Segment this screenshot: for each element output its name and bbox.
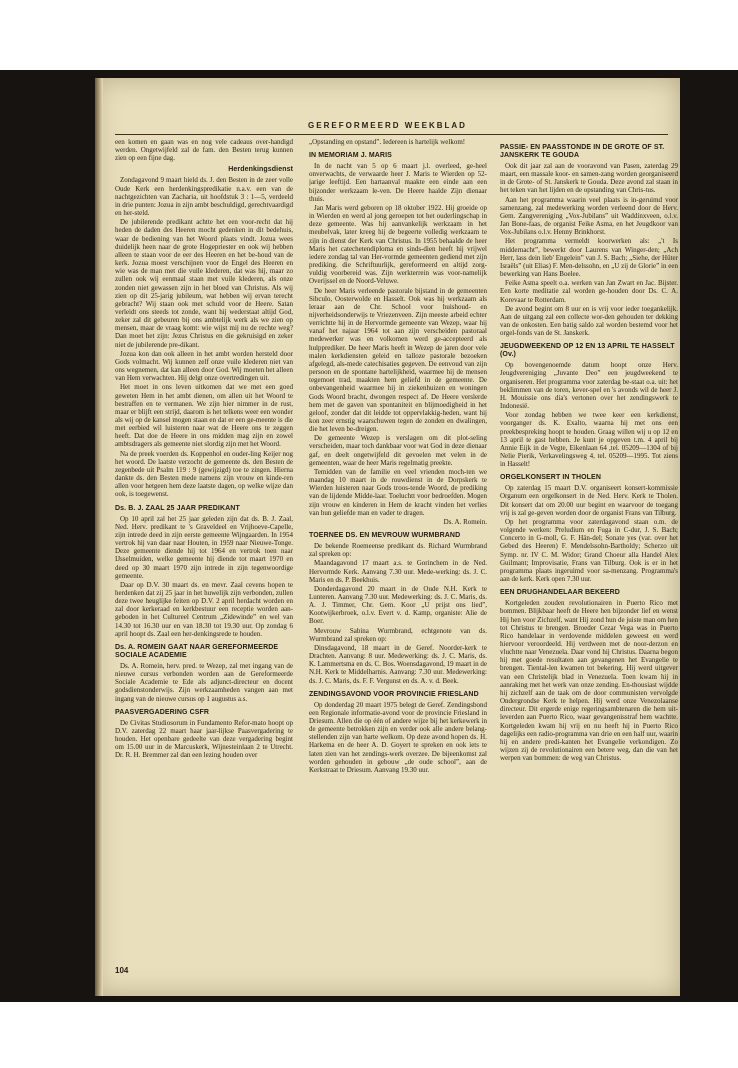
paragraph: Mevrouw Sabina Wurmbrand, echtgenote van ds. Wurmbrand zal spreken op: <box>309 626 487 643</box>
paragraph: De jubilerende predikant achtte het een voor-recht dat hij heden de daden des Heeren mocht gedenken in dit bedehuis, waar de bediening van het Woord plaats vindt. Jozua wees duidelijk heen naar de grote Hogepriester en ook wij hebben alleen te staan voor de eer des Heeren en het be-houd van de kerk. Jozua moest verschijnen voor de Engel des Heeren en wie was de man met die vuile klederen, dat was hij, maar zo zullen ook wij eenmaal staan met vuile klederen, als onze zonden niet gewassen zijn in het bloed van Christus. Als wij zien op dit 25-jarig jubileum, wat hebben wij ervan terecht gebracht? Wij staan ook met schuld voor de Heere. Satan verleidt ons steeds tot zonde, want hij wederstaat altijd God, zeker zal dit gebeuren bij ons ambtelijk werk als we zien op mensen, maar de vraag komt: wie wijst mij nu de rechte weg? Dan moet het zijn: Jezus Christus en die gekruisigd en zeker niet de jubilerende pre-dikant. <box>115 218 293 349</box>
article-heading: PAASVERGADERING CSFR <box>115 708 210 716</box>
article-heading: PASSIE- EN PAASSTONDE IN DE GROTE OF ST. JANSKERK TE GOUDA <box>500 144 665 159</box>
paragraph: Dinsdagavond, 18 maart in de Geref. Noorder-kerk te Drachten. Aanvang: 8 uur. Medewerking: ds. J. C. Maris, ds. K. Lammertsma en ds. C. Bos. Woensdagavond, 19 maart in de N.H. Kerk te Middelharnis. Aanvang: 7.30 uur. Medewerking: ds. J. C. Maris, ds. F. F. Vergunst en ds. A. v. d. Beek. <box>309 643 487 685</box>
paragraph: Aan het programma waarin veel plaats is in-geruimd voor samenzang, zal medewerking worden verleend door de Herv. Gem. Zangvereniging „Vox-Jubilans” uit Waddinxveen, o.l.v. Jan Bone-faas, de organist Feike Asma, en het Jeugdkoor van Vox-Jubilans o.l.v. Henny Brinkhorst. <box>500 195 678 237</box>
paragraph: Op het programma voor zaterdagavond staan o.m. de volgende werken: Preludium en Fuga in C-dur, J. S. Bach; Concerto in G-moll, G. F. Hän-del; Sonate yes (var. over het Gebed des Heeren) F. Mendelssohn-Bartholdy; Scherzo uit Symp. nr. IV C. M. Widor; Grand Choeur alla Handel Alex Guilmant; Improvisatie, Frans van Tilburg. Ook is er in het programma plaats ingeruimd voor sa-menzang. Programma's aan de kerk. Kerk open 7.30 uur. <box>500 517 678 584</box>
article-heading: Ds. A. ROMEIN GAAT NAAR GEREFORMEERDE SOCIALE ACADEMIE <box>115 643 279 659</box>
paragraph: Zondagavond 9 maart hield ds. J. den Besten in de zeer volle Oude Kerk een herdenkingspredikatie n.a.v. een van de nachtgezichten van Zacharia, uit hoofdstuk 3 : 1—5, verdeeld in drie punten: Jozua in zijn ambt beschuldigd, gerechtvaardigd en her-steld. <box>115 176 293 218</box>
paragraph: Op 10 april zal het 25 jaar geleden zijn dat ds. B. J. Zaal, Ned. Herv. predikant te 's Graveldeel en Vrijhoeve-Capelle, zijn intrede deed in zijn eerste gemeente Wijngaarden. In 1954 vertrok hij van daar naar Houten, in 1959 naar Nieuwe-Tonge. Deze gemeente diende hij tot 1964 en vertrok toen naar IJsselmuiden, welke gemeente hij diende tot maart 1970 en deed op 30 maart 1970 zijn intrede in zijn tegenwoordige gemeente. <box>115 514 293 580</box>
column-3 <box>500 138 678 978</box>
paragraph: Feike Asma speelt o.a. werken van Jan Zwart en Jac. Bijster. Een korte meditatie zal worden ge-houden door Ds. C. A. Korevaar te Rotterdam. <box>500 279 678 304</box>
paragraph: een komen en gaan was en nog vele cadeaus over-handigd werden. Ongetwijfeld zal de fam. den Besten terug kunnen zien op een fijne dag. <box>115 138 293 163</box>
paragraph: Het moet in ons leven uitkomen dat we met een goed geweten Hem in het ambt dienen, om allen uit het Woord te bestraffen en te vermanen. We zijn hier nimmer in de rust, maar er blijft een strijd, daarom is het telkens weer een wonder als wij op de kansel mogen staan en dat er een ge-meente is die met eerbied wil luisteren naar wat de Heere ons te zeggen heeft. Dat doe de Heere in ons midden mag zijn en zowel ambtsdragers als gemeente niet slordig zijn met het Woord. <box>115 383 293 449</box>
paragraph: De bekende Roemeense predikant ds. Richard Wurmbrand zal spreken op: <box>309 542 487 559</box>
paragraph: Op donderdag 20 maart 1975 belegt de Geref. Zendingsbond een Regionale informatie-avond voor de provincie Friesland in Driesum. Allen die op één of andere wijze bij het kerkewerk in de gemeente betrokken zijn en verder ook alle andere belang-stellenden zijn van harte welkom. Op deze avond hopen ds. H. Harkema en de heer A. D. Goyert te spreken en ook iets te laten zien van het zendings-werk overzee. De bijeenkomst zal worden gehouden in gebouw „de oude school”, aan de Kerkstraat te Driesum. Aanvang 19.30 uur. <box>309 700 487 774</box>
paragraph: De heer Maris verleende pastorale bijstand in de gemeenten Sibculo, Oosterwolde en Hasselt. Ook was hij werkzaam als leraar aan de Chr. School voor huishoud- en nijverheidsonderwijs te Vriezenveen. Zijn meeste arbeid echter verrichtte hij in de Hervormde gemeente van Wezep, waar hij vanaf het najaar 1964 tot aan zijn verscheiden pastoraal medewerker was en volkomen werd ge-accepteerd als hulpprediker. De heer Maris heeft in Wezep de jaren door vele malen kerkdiensten geleid en talloze pastorale bezoeken afgelegd, als-mede catechisaties gegeven. De eenvoud van zijn persoon en de spontane hartelijkheid, waarmee hij de mensen tegemoet trad, maakten hem geliefd in de gemeente. De onbevangenheid waarmee hij in ziekenhuizen en woningen Gods Woord bracht, dwongen respect af. De Heere verslerde hem met de gaven van spontaniteit en blijmoedigheid in het geloof, zonder dat dit leidde tot oppervlakkig-heden, want hij kon zeer ernstig waarschuwen tegen de zonden en dwalingen, die het leven be-dreigen. <box>309 286 487 434</box>
column-1 <box>115 138 293 978</box>
section-subheading: Herdenkingsdienst <box>228 166 293 174</box>
paragraph: Daar op D.V. 30 maart ds. en mevr. Zaal cevens hopen te herdenken dat zij 25 jaar in het huwelijk zijn verbonden, zullen deze twee heuglijke feiten op D.V. 2 april herdacht worden en zal door kerkeraad en kerkbestuur een receptie worden aan-geboden in het Cultureel Centrum „Zidewinde” en wel van 14.30 tot 16.30 uur en van 18.30 tot 19.30 uur. Op zondag 6 april hoopt ds. Zaal een her-denkingsrede te houden. <box>115 580 293 638</box>
paragraph: Jozua kon dan ook alleen in het ambt worden hersteld door Gods volmacht. Wij kunnen zelf onze vuile klederen niet van ons wegnemen, dat kan alleen door God. Wij moeten het alleen van Hem verwachten. Hij delgt onze overtredingen uit. <box>115 349 293 383</box>
signature: Ds. A. Romein. <box>443 517 487 526</box>
paragraph: Jan Maris werd geboren op 18 oktober 1922. Hij groeide op in Wierden en werd al jong geroepen tot het ouderlingschap in deze gemeente. Was hij aanvankelijk werkzaam in het meubelvak, later kreeg hij de begeerte volledig werkzaam te zijn in dienst der Kerk van Christus. In 1955 behaalde de heer Maris het catechetendiploma en sinds-dien heeft hij vrijwel iedere zondag tal van Her-vormde gemeenten gediend met zijn prediking. die Schriftuurlijk, gereformeerd en altijd zorg-vuldig voorbereid was. Zijn werkterrein was voor-namelijk Overijssel en de Noord-Veluwe. <box>309 203 487 286</box>
article-heading: Ds. B. J. ZAAL 25 JAAR PREDIKANT <box>115 504 240 512</box>
paragraph: Voor zondag hebben we twee keer een kerkdienst, voorganger ds. K. Exalto, waarna hij met ons een preekbespreking hoopt te houden. Graag willen wij u op 12 en 13 april te gast hebben. Je kunt je opgeven t.m. 4 april bij Annie Eijk in de Vegte, Eikenlaan 64 ,tel. 05209—1304 of bij Nelie Pierik, Verkavelingsweg 4, tel. 05209—1995. Tot ziens in Hasselt! <box>500 411 678 469</box>
paragraph: De avond begint om 8 uur en is vrij voor ieder toegankelijk. Aan de uitgang zal een collecte wor-den gehouden ter dekking van de onkosten. Een batig saldo zal worden bestemd voor het orgel-fonds van de St. Janskerk. <box>500 304 678 338</box>
article-heading: ZENDINGSAVOND VOOR PROVINCIE FRIESLAND <box>309 690 479 698</box>
running-head: GEREFORMEERD WEEKBLAD <box>308 121 467 130</box>
column-2 <box>309 138 487 978</box>
paragraph: Maandagavond 17 maart a.s. te Gorinchem in de Ned. Hervormde Kerk. Aanvang 7.30 uur. Mede-werking: ds. J. C. Maris en ds. P. Beekhuis. <box>309 559 487 584</box>
paragraph: Ds. A. Romein, herv. pred. te Wezep, zal met ingang van de nieuwe cursus verbonden worden aan de Gereformeerde Sociale Academie te Ede als adjunct-directeur en docent godsdienstonderwijs. Zijn werkzaamheden vangen aan met ingang van de nieuwe cursus op 1 augustus a.s. <box>115 661 293 703</box>
paragraph: In de nacht van 5 op 6 maart j.l. overleed, ge-heel onverwachts, de verwaarde heer J. Maris te Wierden op 52-jarige leeftijd. Een hartaanval maakte een einde aan een bijzonder werkzaam le-ven. De Heere haalde Zijn dienaar thuis. <box>309 162 487 203</box>
paragraph: Op zaterdag 15 maart D.V. organiseert konsert-kommissie Organum een orgelkonsert in de Ned. Herv. Kerk te Tholen. Dit konsert dat om 20.00 uur begint en waarvoor de toegang vrij is zal ge-geven worden door de organist Frans van Tilburg. <box>500 484 678 517</box>
newspaper-page <box>95 78 680 996</box>
article-heading: IN MEMORIAM J. MARIS <box>309 152 392 160</box>
article-heading: TOERNEE DS. EN MEVROUW WURMBRAND <box>309 532 461 540</box>
paragraph: De Civitas Studiosorum in Fundamento Refor-mato hoopt op D.V. zaterdag 22 maart haar jaar-lijkse Paasvergadering te houden. Het openbare gedeelte van deze vergadering begint om 15.00 uur in de Marcuskerk, Wijnesteinlaan 2 te Utrecht. Dr. R. H. Bremmer zal dan een lezing houden over <box>115 718 293 760</box>
paragraph: Ook dit jaar zal aan de vooravond van Pasen, zaterdag 29 maart, een massale koor- en samen-zang worden georganiseerd in de Grote- of St. Janskerk te Gouda. Deze avond zal staan in het teken van het lijden en de opstanding van Chris-tus. <box>500 162 678 195</box>
article-heading: EEN DRUGHANDELAAR BEKEERD <box>500 589 620 597</box>
paragraph: Het programma vermeldt koorwerken als: „'t Is middernacht”, bewerkt door Laurens van Winger-den; „Ach Herr, lass dein lieb' Engelein” van J. S. Bach; „Siehe, der Hüter Israëls” (uit Elias) F. Men-delssohn, en „U zij de Glorie” in een bewerking van Hans Boelee. <box>500 237 678 279</box>
article-heading: ORGELKONSERT IN THOLEN <box>500 474 601 482</box>
paragraph: Na de preek voerden ds. Koppenhol en ouder-ling Keijer nog het woord. De laatste verzocht de gemeente ds. den Besten de zegenbede uit Psalm 119 : 9 (gewijzigd) toe te zingen. Hierna dankte ds. den Besten mede namens zijn vrouw en kinde-ren allen voor hetgeen hem deze laatste dagen, op welke wijze dan ook, is toegewenst. <box>115 449 293 499</box>
paragraph: De gemeente Wezep is verslagen om dit plot-seling verscheiden, maar toch dankbaar voor wat God in deze dienaar gaf, en deelt ongetwijfeld dit gevoelen met velen in de gemeenten, waar de heer Maris regelmatig preekte. <box>309 434 487 467</box>
paragraph: „Opstanding en opstand”. Iedereen is hartelijk welkom! <box>309 138 466 146</box>
paragraph: Kortgeleden zouden revolutionairen in Puerto Rico met bommen. Blijkbaar heeft de Heere hen bijzonder lief en wenst Hij hen voor Zichzelf, want Hij zond hun de juiste man om hen tot Christus te brengen. Broeder Cezar Vega was in Puerto Rico handelaar in verdovende middelen geweest en werd hiervoor veroordeeld. Hij verdween met de noor-derzon en vluchtte naar Venezuela. Daar vond hij Christus. Daarna begon hij met goede resultaten aan gevangenen het Evangelie te brengen. Tiental-len kwamen tot bekering. Hij werd uitgever van een Christelijk blad in Venezuela. Toen kwam hij in aanraking met het werk van onze zending. En-thousiast wijdde hij zichzelf aan de taak om de door communisten vervolgde Ondergrondse Kerk te helpen. Hij werd onze Venezolaanse directeur. Dit ergerde enige regeringsambtenaren die hem uit-leverden aan Puerto Rico, waar gevangenisstraf hem wachtte. Kortgeleden kwam hij vrij en nu heeft hij in Puerto Rico dagelijks een radio-programma van drie en een half uur, waarin hij en andere predi-kanten het Evangelie verkondigen. Zo wijzen zij de revolutionairen een betere weg, dan die van het werpen van bommen: de weg van Christus. <box>500 599 678 763</box>
article-heading: JEUGDWEEKEND OP 12 EN 13 APRIL TE HASSELT (Ov.) <box>500 343 675 359</box>
paragraph: Donderdagavond 20 maart in de Oude N.H. Kerk te Lunteren. Aanvang 7.30 uur. Medewerking: ds. J. C. Maris, ds. A. J. Timmer, Chr. Gem. Koor „U prijst ons lied”, Kootwijkerbroek, o.l.v. Evert v. d. Kamp, organiste: Alie de Boer. <box>309 584 487 626</box>
page-number: 104 <box>115 966 129 975</box>
paragraph: Temidden van de familie en veel vrienden moch-ten we maandag 10 maart in de rouwdienst in de Dorpskerk te Wierden luisteren naar Gods troos-tende Woord, de prediking van de lijdende Midde-laar. Toeluchtt voor bedroefden. Mogen zijn vrouw en kinderen in Hem de kracht vinden het verlies van hun geliefde man en vader te dragen. <box>309 467 487 517</box>
page-gutter-shadow <box>95 78 103 996</box>
header-rule <box>115 134 668 135</box>
paragraph: Op bovengenoemde datum hoopt onze Herv. Jeugdvereniging „Juvante Deo” een jeugdweekend te organiseren. Het programma voor zaterdag be-staat o.a. uit: het beklimmen van de toren, kever-spel en 's avonds wil de heer J. H. Mouissie ons dia's vertonen over het zendingswerk te Indonesië. <box>500 361 678 411</box>
